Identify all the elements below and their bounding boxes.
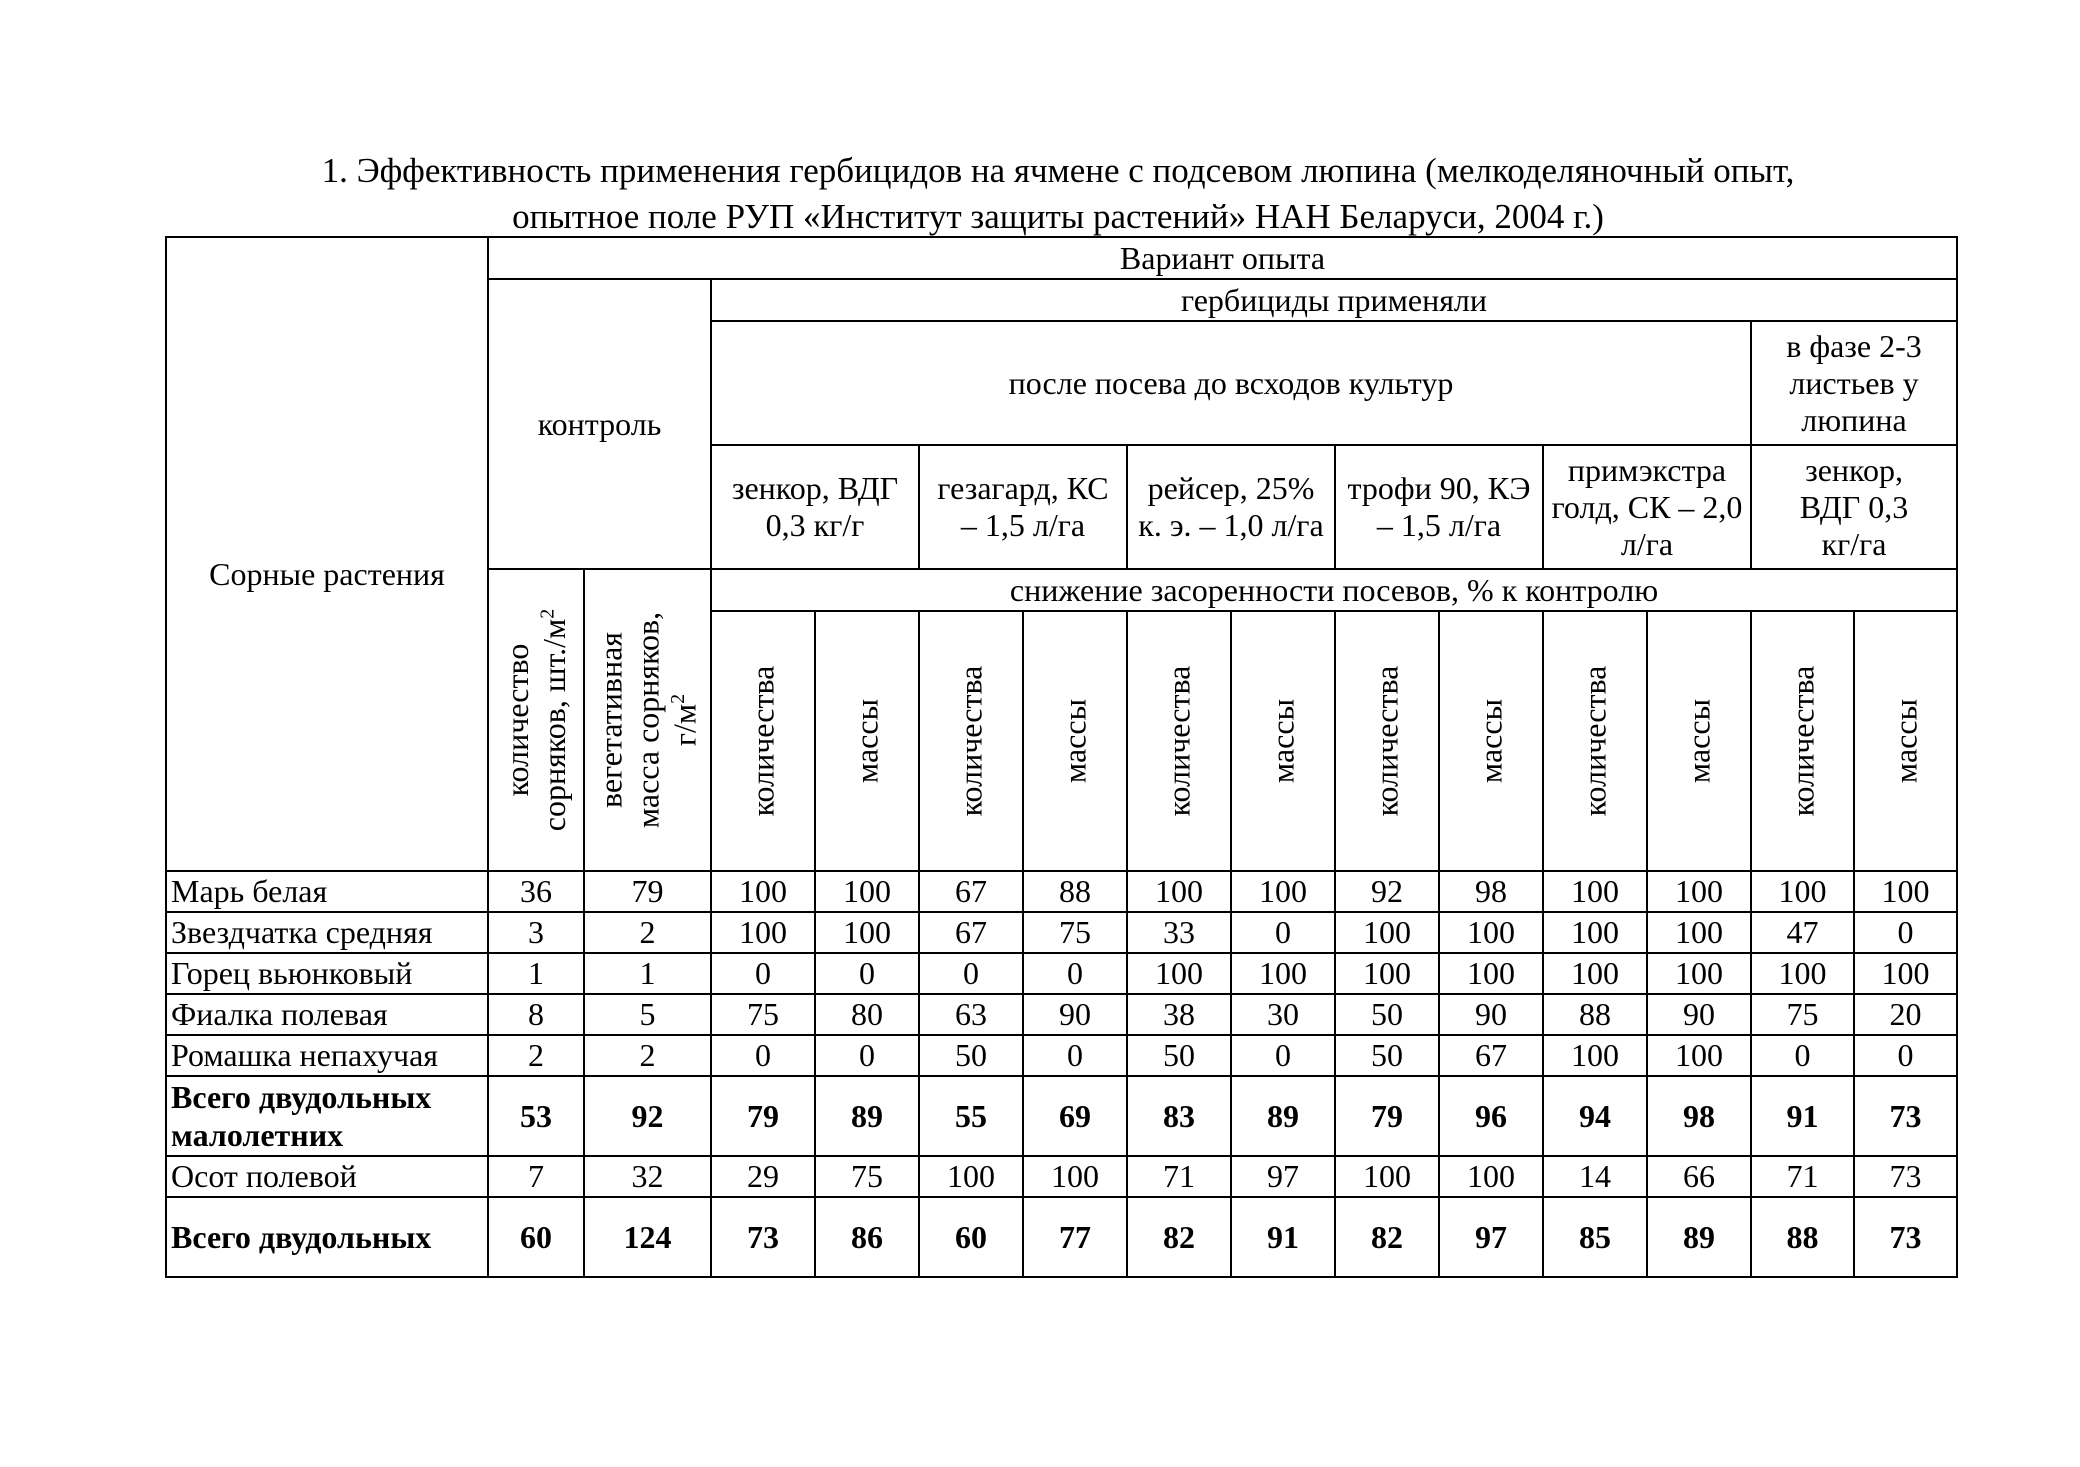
table-cell: 82 — [1127, 1197, 1231, 1277]
table-cell: 38 — [1127, 994, 1231, 1035]
table-row — [166, 1035, 1957, 1076]
table-cell: 60 — [919, 1197, 1023, 1277]
table-cell: 47 — [1751, 912, 1854, 953]
table-cell: 100 — [1647, 953, 1751, 994]
lupine-phase-line-1: в фазе 2-3 — [1786, 327, 1922, 364]
table-cell: 89 — [815, 1076, 919, 1156]
table-row — [166, 871, 1957, 912]
table-title-line-2: опытное поле РУП «Институт защиты растений» НАН Беларуси, 2004 г.) — [512, 197, 1604, 236]
table-cell: 3 — [488, 912, 584, 953]
table-cell: 75 — [711, 994, 815, 1035]
table-cell: 96 — [1439, 1076, 1543, 1156]
count-header — [1751, 611, 1854, 871]
count-label: количества — [744, 665, 781, 817]
table-cell: 0 — [1231, 912, 1335, 953]
table-cell: 0 — [1751, 1035, 1854, 1076]
table-cell: 33 — [1127, 912, 1231, 953]
table-cell: 71 — [1751, 1156, 1854, 1197]
mass-label: массы — [1264, 698, 1301, 784]
table-cell: 79 — [1335, 1076, 1439, 1156]
table-body — [166, 237, 1957, 871]
table-cell: 20 — [1854, 994, 1957, 1035]
table-cell: 79 — [584, 871, 711, 912]
table-cell: 69 — [1023, 1076, 1127, 1156]
table-title-line-1: 1. Эффективность применения гербицидов на ячмене с подсевом люпина (мелкоделяночный опыт, — [321, 151, 1795, 190]
table-title — [166, 148, 1950, 240]
table-cell: 67 — [1439, 1035, 1543, 1076]
table-cell: 67 — [919, 871, 1023, 912]
table-cell: 86 — [815, 1197, 919, 1277]
table-cell: 73 — [711, 1197, 815, 1277]
table-cell: 32 — [584, 1156, 711, 1197]
table-cell: 100 — [1127, 871, 1231, 912]
table-cell: 82 — [1335, 1197, 1439, 1277]
table-cell: 91 — [1231, 1197, 1335, 1277]
table-cell: 36 — [488, 871, 584, 912]
count-label: количества — [1368, 665, 1405, 817]
table-cell: 100 — [1647, 912, 1751, 953]
table-cell: 0 — [711, 1035, 815, 1076]
table-row — [166, 1076, 1957, 1156]
control-mass-line-2: масса сорняков, — [629, 611, 665, 829]
table-cell: 63 — [919, 994, 1023, 1035]
weed-name: Всего двудольных — [166, 1197, 488, 1277]
table-cell: 0 — [1023, 953, 1127, 994]
table-cell: 88 — [1751, 1197, 1854, 1277]
control-header: контроль — [488, 279, 711, 569]
weed-name: Марь белая — [166, 871, 488, 912]
product-header-zenkor — [711, 445, 919, 569]
mass-label: массы — [1056, 698, 1093, 784]
count-label: количества — [1576, 665, 1613, 817]
table-cell: 0 — [1023, 1035, 1127, 1076]
weed-name: Ромашка непахучая — [166, 1035, 488, 1076]
table-cell: 0 — [1854, 912, 1957, 953]
product-line-1: трофи 90, КЭ — [1347, 470, 1531, 506]
table-cell: 100 — [1543, 912, 1647, 953]
weed-name: Фиалка полевая — [166, 994, 488, 1035]
table-cell: 94 — [1543, 1076, 1647, 1156]
mass-label: массы — [848, 698, 885, 784]
table-cell: 75 — [1751, 994, 1854, 1035]
lupine-phase-line-3: люпина — [1801, 401, 1907, 438]
table-cell: 50 — [1335, 1035, 1439, 1076]
reduction-header: снижение засоренности посевов, % к контролю — [711, 569, 1957, 611]
table-cell: 100 — [1335, 953, 1439, 994]
table-cell: 92 — [584, 1076, 711, 1156]
product-header-gezagard — [919, 445, 1127, 569]
table-cell: 60 — [488, 1197, 584, 1277]
table-cell: 55 — [919, 1076, 1023, 1156]
table-cell: 71 — [1127, 1156, 1231, 1197]
control-count-line-2: сорняков, шт./м — [536, 618, 572, 832]
table-cell: 100 — [1543, 1035, 1647, 1076]
data-rows — [166, 871, 1957, 1277]
product-line-1: зенкор, ВДГ — [731, 470, 899, 506]
table-cell: 0 — [1231, 1035, 1335, 1076]
product-header-zenkor-phase — [1751, 445, 1957, 569]
mass-label: массы — [1887, 698, 1924, 784]
herbicides-applied-header: гербициды применяли — [711, 279, 1957, 321]
table-cell: 100 — [815, 912, 919, 953]
table-cell: 30 — [1231, 994, 1335, 1035]
table-cell: 0 — [919, 953, 1023, 994]
table-cell: 100 — [1127, 953, 1231, 994]
count-label: количества — [1160, 665, 1197, 817]
herbicide-efficacy-table — [165, 236, 1958, 1278]
table-cell: 77 — [1023, 1197, 1127, 1277]
product-line-1: зенкор, — [1805, 451, 1903, 488]
count-header — [1335, 611, 1439, 871]
table-cell: 90 — [1647, 994, 1751, 1035]
mass-header — [1854, 611, 1957, 871]
table-cell: 90 — [1439, 994, 1543, 1035]
weeds-column-header: Сорные растения — [166, 237, 488, 871]
table-cell: 66 — [1647, 1156, 1751, 1197]
table-cell: 1 — [584, 953, 711, 994]
table-cell: 88 — [1023, 871, 1127, 912]
table-cell: 100 — [1543, 871, 1647, 912]
table-cell: 80 — [815, 994, 919, 1035]
table-cell: 2 — [584, 1035, 711, 1076]
table-cell: 92 — [1335, 871, 1439, 912]
table-cell: 53 — [488, 1076, 584, 1156]
product-line-2: – 1,5 л/га — [960, 507, 1086, 543]
table-cell: 50 — [1335, 994, 1439, 1035]
table-cell: 79 — [711, 1076, 815, 1156]
mass-header — [815, 611, 919, 871]
table-cell: 89 — [1647, 1197, 1751, 1277]
table-cell: 88 — [1543, 994, 1647, 1035]
weed-name: Всего двудольных малолетних — [166, 1076, 488, 1156]
product-header-reiser — [1127, 445, 1335, 569]
table-cell: 89 — [1231, 1076, 1335, 1156]
table-cell: 75 — [815, 1156, 919, 1197]
product-line-2: – 1,5 л/га — [1376, 507, 1502, 543]
table-cell: 0 — [711, 953, 815, 994]
table-cell: 100 — [1751, 871, 1854, 912]
mass-label: массы — [1472, 698, 1509, 784]
table-cell: 100 — [1647, 871, 1751, 912]
table-cell: 91 — [1751, 1076, 1854, 1156]
table-cell: 100 — [1543, 953, 1647, 994]
table-cell: 100 — [1231, 953, 1335, 994]
product-line-2: ВДГ 0,3 — [1799, 488, 1909, 525]
table-cell: 100 — [1854, 871, 1957, 912]
superscript-2: 2 — [666, 693, 689, 704]
count-label: количества — [1784, 665, 1820, 817]
count-header — [711, 611, 815, 871]
control-mass-line-1: вегетативная — [592, 631, 628, 809]
table-cell: 98 — [1439, 871, 1543, 912]
mass-header — [1439, 611, 1543, 871]
count-label: количества — [952, 665, 989, 817]
lupine-phase-line-2: листьев у — [1789, 364, 1919, 401]
table-cell: 100 — [1023, 1156, 1127, 1197]
table-cell: 124 — [584, 1197, 711, 1277]
table-cell: 100 — [815, 871, 919, 912]
table-cell: 73 — [1854, 1156, 1957, 1197]
table-cell: 8 — [488, 994, 584, 1035]
table-row — [166, 953, 1957, 994]
mass-header — [1023, 611, 1127, 871]
table-cell: 100 — [1335, 912, 1439, 953]
table-cell: 75 — [1023, 912, 1127, 953]
control-mass-header — [584, 569, 711, 871]
table-cell: 100 — [1439, 1156, 1543, 1197]
table-cell: 97 — [1439, 1197, 1543, 1277]
count-header — [1127, 611, 1231, 871]
table-cell: 100 — [1231, 871, 1335, 912]
mass-label: массы — [1680, 698, 1717, 784]
product-line-1: примэкстра — [1567, 451, 1727, 488]
table-cell: 2 — [488, 1035, 584, 1076]
product-line-1: гезагард, КС — [937, 470, 1109, 506]
table-cell: 1 — [488, 953, 584, 994]
control-count-header — [488, 569, 584, 871]
table-cell: 98 — [1647, 1076, 1751, 1156]
table-row — [166, 1197, 1957, 1277]
product-header-trofi — [1335, 445, 1543, 569]
table-cell: 29 — [711, 1156, 815, 1197]
table-cell: 100 — [711, 912, 815, 953]
table-cell: 0 — [1854, 1035, 1957, 1076]
count-header — [919, 611, 1023, 871]
table-cell: 50 — [919, 1035, 1023, 1076]
table-cell: 100 — [1439, 953, 1543, 994]
table-cell: 97 — [1231, 1156, 1335, 1197]
superscript-2: 2 — [536, 608, 559, 619]
product-line-3: л/га — [1620, 525, 1674, 562]
table-cell: 14 — [1543, 1156, 1647, 1197]
table-cell: 100 — [1335, 1156, 1439, 1197]
table-row — [166, 994, 1957, 1035]
product-line-2: голд, СК – 2,0 — [1551, 488, 1743, 525]
table-cell: 0 — [815, 953, 919, 994]
weed-name: Осот полевой — [166, 1156, 488, 1197]
table-cell: 73 — [1854, 1076, 1957, 1156]
preemergence-header: после посева до всходов культур — [711, 321, 1751, 445]
table-cell: 5 — [584, 994, 711, 1035]
mass-header — [1647, 611, 1751, 871]
weed-name: Горец вьюнковый — [166, 953, 488, 994]
table-cell: 85 — [1543, 1197, 1647, 1277]
product-line-2: 0,3 кг/г — [765, 507, 865, 543]
table-cell: 50 — [1127, 1035, 1231, 1076]
table-row — [166, 912, 1957, 953]
table-cell: 2 — [584, 912, 711, 953]
table-cell: 0 — [815, 1035, 919, 1076]
mass-header — [1231, 611, 1335, 871]
product-line-1: рейсер, 25% — [1147, 470, 1315, 506]
product-line-3: кг/га — [1821, 525, 1887, 562]
table-cell: 73 — [1854, 1197, 1957, 1277]
weed-name: Звездчатка средняя — [166, 912, 488, 953]
control-count-line-1: количество — [499, 643, 535, 797]
variant-header: Вариант опыта — [488, 237, 1957, 279]
table-cell: 83 — [1127, 1076, 1231, 1156]
table-row — [166, 1156, 1957, 1197]
control-mass-line-3: г/м — [666, 703, 702, 747]
table-cell: 67 — [919, 912, 1023, 953]
lupine-phase-header — [1751, 321, 1957, 445]
table-cell: 7 — [488, 1156, 584, 1197]
table-cell: 100 — [1647, 1035, 1751, 1076]
table-cell: 100 — [1751, 953, 1854, 994]
table-cell: 100 — [1854, 953, 1957, 994]
count-header — [1543, 611, 1647, 871]
table-cell: 100 — [711, 871, 815, 912]
table-cell: 100 — [1439, 912, 1543, 953]
table-cell: 90 — [1023, 994, 1127, 1035]
product-line-2: к. э. – 1,0 л/га — [1138, 507, 1324, 543]
product-header-primextra — [1543, 445, 1751, 569]
table-cell: 100 — [919, 1156, 1023, 1197]
